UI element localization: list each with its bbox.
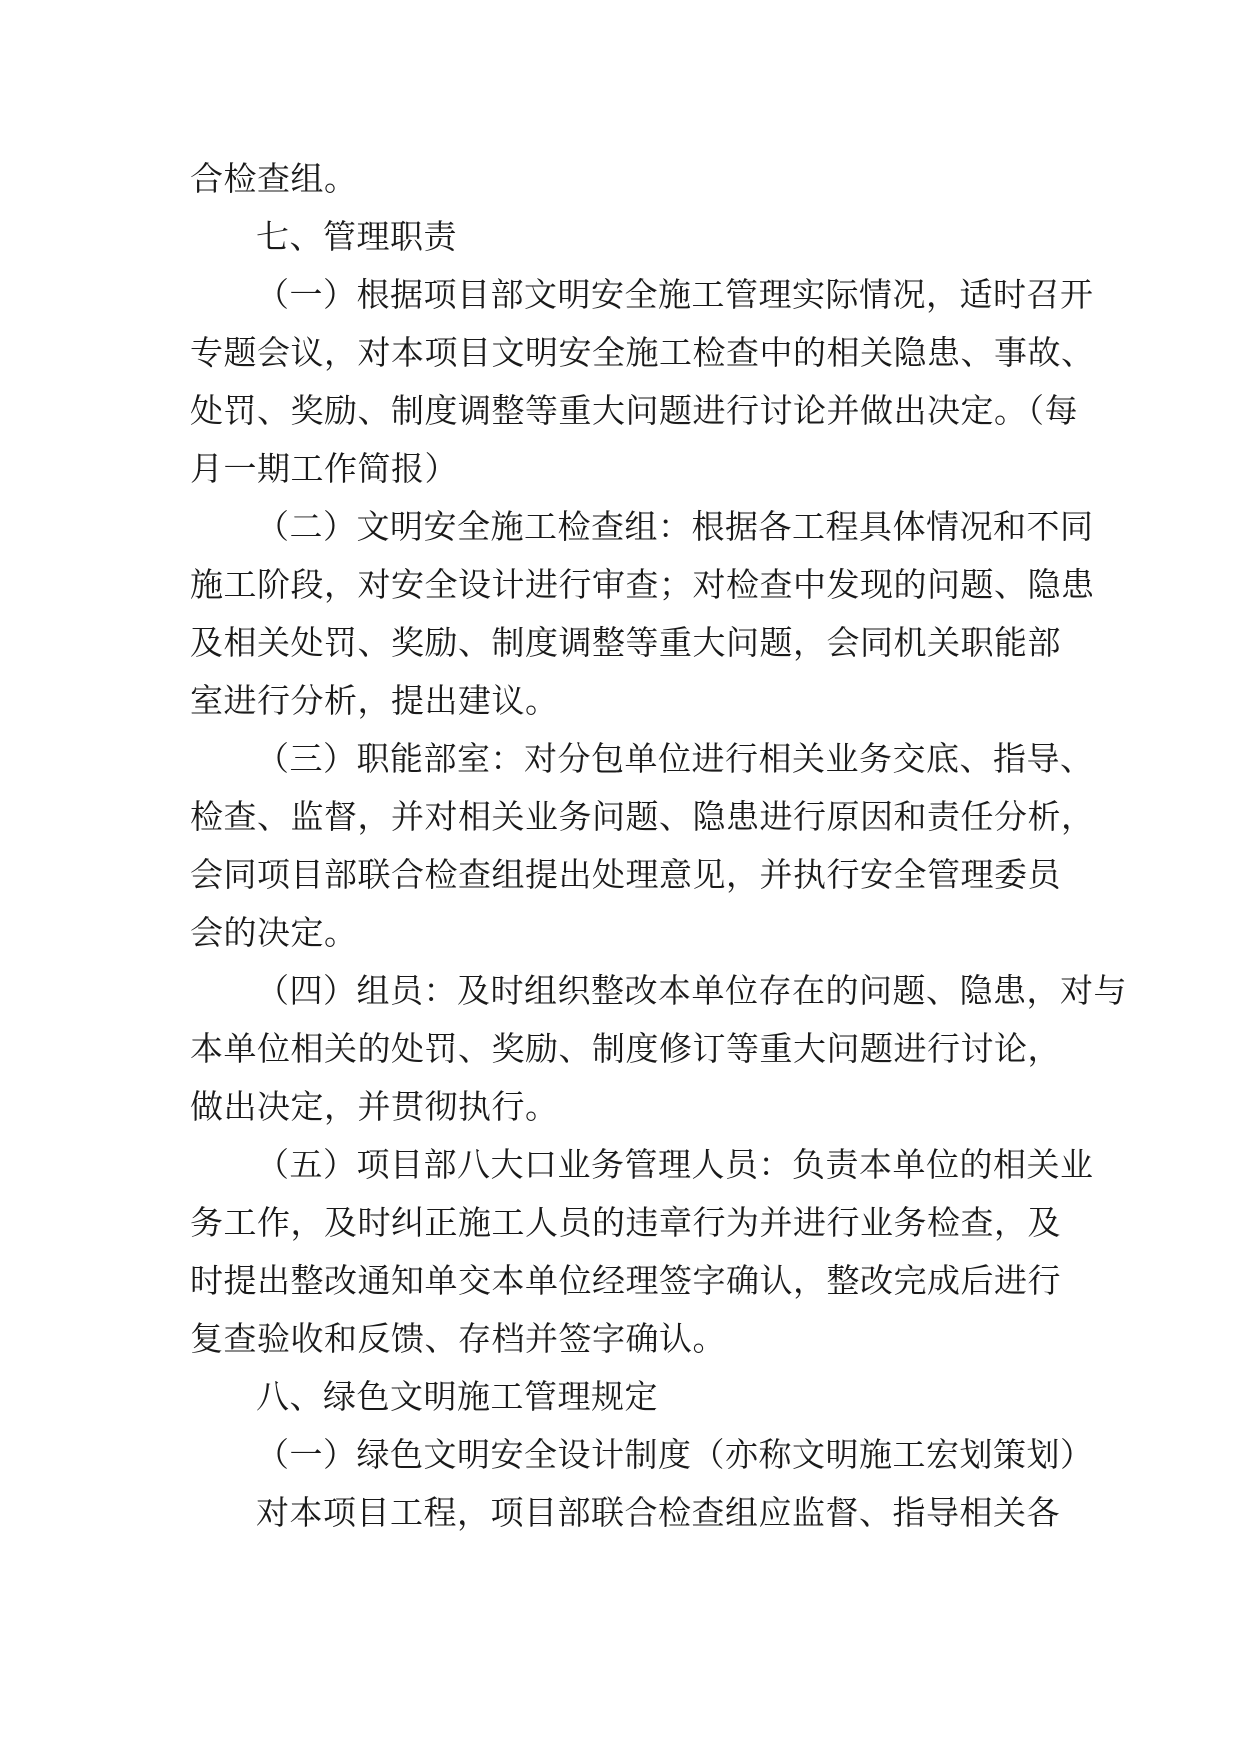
text-line: （一）绿色文明安全设计制度（亦称文明施工宏划策划） [256,1435,1094,1474]
text-line: 务工作，及时纠正施工人员的违章行为并进行业务检查，及 [190,1203,1061,1242]
text-line: 处罚、奖励、制度调整等重大问题进行讨论并做出决定。（每 [190,391,1078,430]
text-line: 时提出整改通知单交本单位经理签字确认，整改完成后进行 [190,1261,1061,1300]
text-line: （二）文明安全施工检查组：根据各工程具体情况和不同 [256,507,1094,546]
text-line: （四）组员：及时组织整改本单位存在的问题、隐患，对与 [256,971,1127,1010]
text-line: 会同项目部联合检查组提出处理意见，并执行安全管理委员 [190,855,1061,894]
text-line: 月一期工作简报） [190,449,458,488]
text-line: 本单位相关的处罚、奖励、制度修订等重大问题进行讨论， [190,1029,1061,1068]
text-line: 会的决定。 [190,913,358,952]
text-line: 专题会议，对本项目文明安全施工检查中的相关隐患、事故、 [190,333,1095,372]
text-line: 室进行分析，提出建议。 [190,681,559,720]
text-line: 及相关处罚、奖励、制度调整等重大问题，会同机关职能部 [190,623,1061,662]
text-line: 做出决定，并贯彻执行。 [190,1087,559,1126]
text-line: 七、管理职责 [256,217,457,256]
text-line: 施工阶段，对安全设计进行审查；对检查中发现的问题、隐患 [190,565,1095,604]
document-body [190,150,1127,1542]
text-line: （五）项目部八大口业务管理人员：负责本单位的相关业 [256,1145,1094,1184]
text-line: 合检查组。 [190,159,358,198]
text-line: 复查验收和反馈、存档并签字确认。 [190,1319,726,1358]
text-line: （三）职能部室：对分包单位进行相关业务交底、指导、 [256,739,1094,778]
text-line: 检查、监督，并对相关业务问题、隐患进行原因和责任分析， [190,797,1095,836]
text-line: 对本项目工程，项目部联合检查组应监督、指导相关各 [256,1493,1060,1532]
text-line: （一）根据项目部文明安全施工管理实际情况，适时召开 [256,275,1094,314]
text-line: 八、绿色文明施工管理规定 [256,1377,658,1416]
